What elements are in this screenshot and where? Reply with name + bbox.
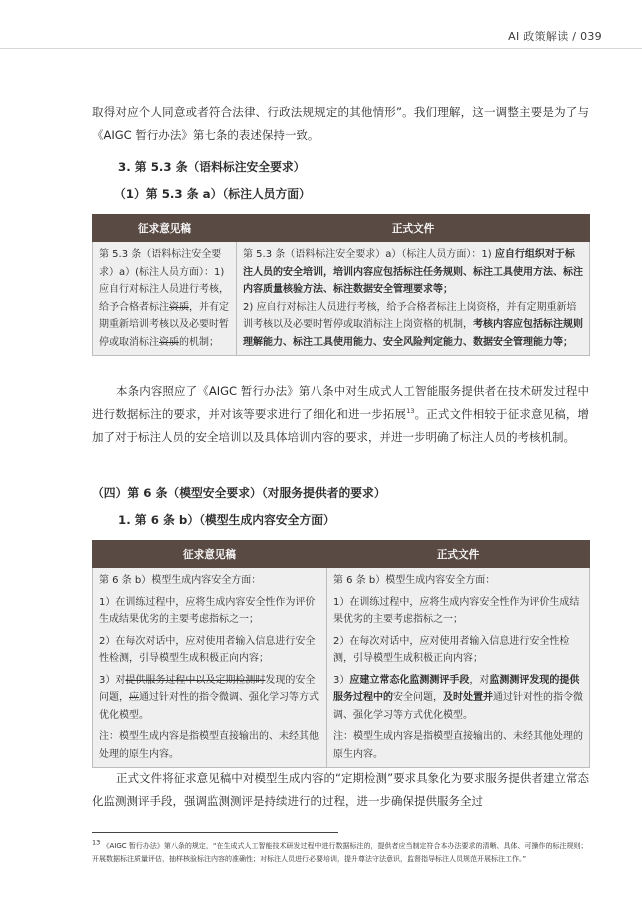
comparison-table-5-3 bbox=[92, 214, 590, 356]
table-cell-final: 第 5.3 条（语料标注安全要求）a）（标注人员方面）：1) 应自行组织对于标注人员的安全培训，培训内容应包括标注任务规则、标注工具使用方法、标注内容质量核验方法、标注数据安全管理要求等； 2) 应自行对标注人员进行考核，给予合格者标注上岗资格，并有定期重新培训考核以及必要时暂停或取消标注上岗资格的机制，考核内容应包括标注规则理解能力、标注工具使用能力、安全风险判定能力、数据安全管理能力等； bbox=[237, 242, 590, 356]
section-heading-5-3: 3. 第 5.3 条（语料标注安全要求） bbox=[118, 160, 306, 174]
paragraph-intro: 取得对应个人同意或者符合法律、行政法规规定的其他情形”。我们理解，这一调整主要是为了与《AIGC 暂行办法》第七条的表述保持一致。 bbox=[92, 105, 589, 142]
table-cell-draft: 第 6 条 b）模型生成内容安全方面： 1）在训练过程中，应将生成内容安全性作为评价生成结果优劣的主要考虑指标之一； 2）在每次对话中，应对使用者输入信息进行安全性检测，引导模型生成积极正向内容； 3）对提供服务过程中以及定期检测时发现的安全问题，应通过针对性的指令微调、强化学习等方式优化模型。 注：模型生成内容是指模型直接输出的、未经其他处理的原生内容。 bbox=[93, 568, 327, 768]
table-header-final: 正式文件 bbox=[327, 541, 590, 568]
footnote: $^{13}$ 《AIGC 暂行办法》第八条的规定，“在生成式人工智能技术研发过程中进行数据标注的，提供者应当制定符合本办法要求的清晰、具体、可操作的标注规则；开展数据标注质量评估，抽样核验标注内容的准确性；对标注人员进行必要培训，提升尊法守法意识，监督指导标注人员规范开展标注工作。” bbox=[92, 838, 588, 863]
footnote-rule bbox=[92, 832, 338, 833]
section-heading-6: （四）第 6 条（模型安全要求）（对服务提供者的要求） bbox=[92, 486, 386, 500]
paragraph-analysis-5-3: 本条内容照应了《AIGC 暂行办法》第八条中对生成式人工智能服务提供者在技术研发过程中进行数据标注的要求，并对该等要求进行了细化和进一步拓展$^{13}$。正式文件相较于征求意见稿，增加了对于标注人员的安全培训以及具体培训内容的要求，并进一步明确了标注人员的考核机制。 bbox=[92, 384, 590, 444]
subsection-heading-6-b: 1. 第 6 条 b）（模型生成内容安全方面） bbox=[118, 513, 335, 527]
table-cell-final: 第 6 条 b）模型生成内容安全方面： 1）在训练过程中，应将生成内容安全性作为评价生成结果优劣的主要考虑指标之一； 2）在每次对话中，应对使用者输入信息进行安全性检测，引导模型生成积极正向内容； 3）应建立常态化监测测评手段，对监测测评发现的提供服务过程中的安全问题，及时处置并通过针对性的指令微调、强化学习等方式优化模型。 注：模型生成内容是指模型直接输出的、未经其他处理的原生内容。 bbox=[327, 568, 590, 768]
header-divider bbox=[0, 48, 642, 49]
table-cell-draft: 第 5.3 条（语料标注安全要求）a）(标注人员方面）：1) 应自行对标注人员进行考核，给予合格者标注资质，并有定期重新培训考核以及必要时暂停或取消标注资质的机制； bbox=[93, 242, 237, 356]
table-header-draft: 征求意见稿 bbox=[93, 215, 237, 242]
comparison-table-6-b bbox=[92, 540, 590, 768]
running-header: AI 政策解读 / 039 bbox=[508, 30, 602, 43]
subsection-heading-5-3-a: （1）第 5.3 条 a）（标注人员方面） bbox=[114, 187, 311, 201]
table-header-final: 正式文件 bbox=[237, 215, 590, 242]
table-header-draft: 征求意见稿 bbox=[93, 541, 327, 568]
paragraph-analysis-6-b: 正式文件将征求意见稿中对模型生成内容的“定期检测”要求具象化为要求服务提供者建立常态化监测测评手段，强调监测测评是持续进行的过程，进一步确保提供服务全过 bbox=[92, 771, 589, 808]
